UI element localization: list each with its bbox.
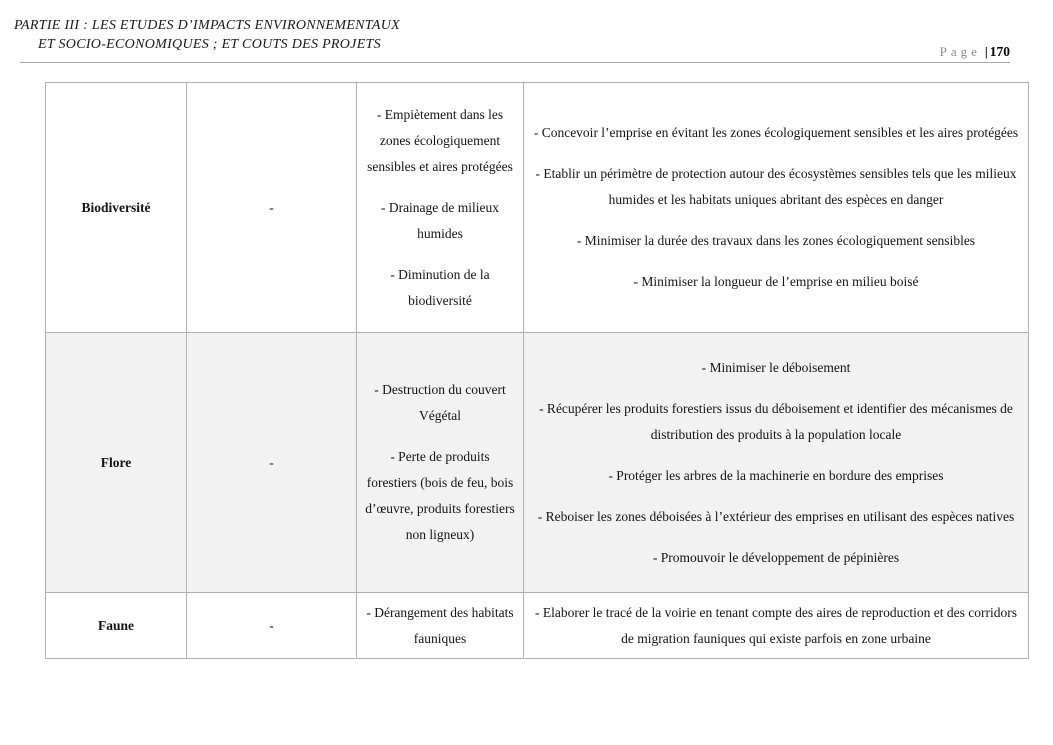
dash-cell: -: [187, 333, 357, 593]
category-cell: Flore: [46, 333, 187, 593]
table-row-faune: [46, 593, 1029, 659]
impacts-cell: [357, 333, 524, 593]
category-cell: Faune: [46, 593, 187, 659]
page-separator: |: [984, 44, 988, 59]
impacts-cell: [357, 83, 524, 333]
measure-item: - Récupérer les produits forestiers issus du déboisement et identifier des mécanismes de distribution des produits à la population locale: [539, 400, 1013, 442]
category-cell: Biodiversité: [46, 83, 187, 333]
impact-item: - Dérangement des habitats fauniques: [366, 604, 514, 646]
page-number: 170: [989, 44, 1010, 59]
measure-item: - Elaborer le tracé de la voirie en tenant compte des aires de reproduction et des corridors de migration fauniques qui existe parfois en zone urbaine: [534, 604, 1018, 646]
impact-item: - Destruction du couvert Végétal: [374, 382, 506, 423]
table-row-biodiversite: [46, 83, 1029, 333]
measures-cell: [524, 593, 1029, 659]
measure-item: - Concevoir l’emprise en évitant les zones écologiquement sensibles et les aires protégées: [533, 125, 1019, 140]
page-number-block: [940, 44, 1010, 60]
measure-item: - Promouvoir le développement de pépinières: [652, 549, 900, 565]
page-title: [14, 16, 1013, 54]
measures-cell: [524, 333, 1029, 593]
impact-item: - Perte de produits forestiers (bois de feu, bois d’œuvre, produits forestiers non ligneux): [365, 449, 515, 542]
dash-cell: -: [187, 83, 357, 333]
measure-item: - Reboiser les zones déboisées à l’extérieur des emprises en utilisant des espèces natives: [537, 508, 1015, 524]
measures-cell: [524, 83, 1029, 333]
impacts-cell: [357, 593, 524, 659]
measure-item: - Minimiser la durée des travaux dans les zones écologiquement sensibles: [576, 233, 976, 248]
table-row-flore: [46, 333, 1029, 593]
header-rule: [20, 62, 1010, 63]
header-line-2: ET SOCIO-ECONOMIQUES ; ET COUTS DES PROJETS: [38, 37, 381, 52]
impact-item: - Empiètement dans les zones écologiquement sensibles et aires protégées: [367, 106, 513, 174]
measure-item: - Protéger les arbres de la machinerie en bordure des emprises: [608, 467, 944, 483]
dash-cell: -: [187, 593, 357, 659]
impacts-table: [45, 82, 1029, 659]
measure-item: - Etablir un périmètre de protection autour des écosystèmes sensibles tels que les milieux humides et les habitats uniques abritant des espèces en danger: [535, 166, 1017, 207]
impact-item: - Drainage de milieux humides: [380, 199, 500, 241]
measure-item: - Minimiser le déboisement: [701, 359, 851, 375]
header-line-1: PARTIE III : LES ETUDES D’IMPACTS ENVIRONNEMENTAUX: [14, 18, 400, 33]
page-label: Page: [939, 44, 981, 59]
measure-item: - Minimiser la longueur de l’emprise en milieu boisé: [633, 274, 919, 289]
impact-item: - Diminution de la biodiversité: [390, 266, 490, 308]
